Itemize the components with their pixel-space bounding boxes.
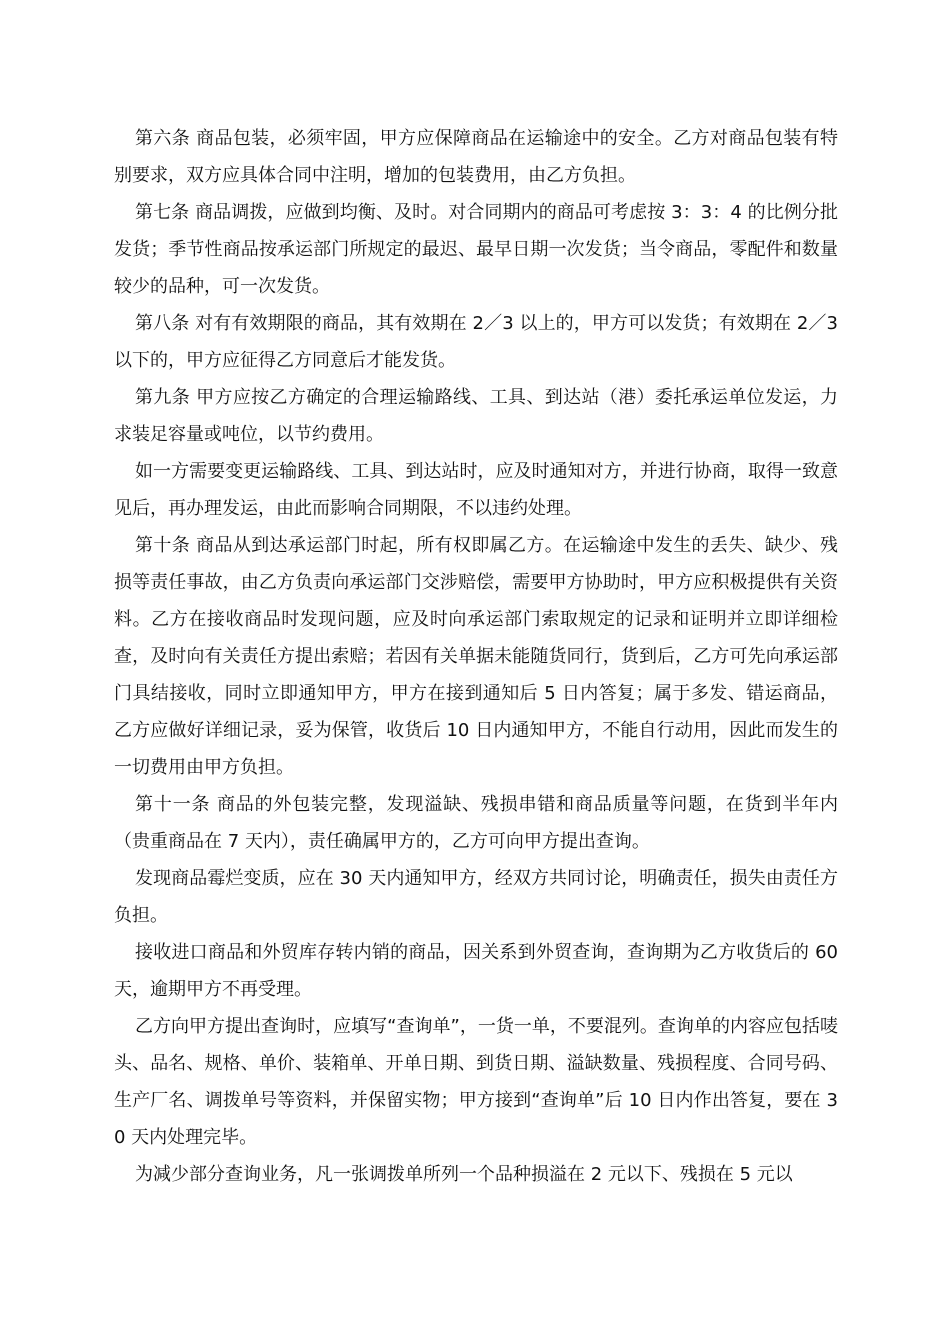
paragraph-article-9: 第九条 甲方应按乙方确定的合理运输路线、工具、到达站（港）委托承运单位发运，力求装足容量或吨位，以节约费用。 (114, 387, 838, 445)
paragraph-article-11-spoilage: 发现商品霉烂变质，应在 30 天内通知甲方，经双方共同讨论，明确责任，损失由责任方负担。 (114, 868, 838, 926)
paragraph-article-11: 第十一条 商品的外包装完整，发现溢缺、残损串错和商品质量等问题，在货到半年内（贵重商品在 7 天内），责任确属甲方的，乙方可向甲方提出查询。 (114, 794, 838, 852)
paragraph-article-11-query-form: 乙方向甲方提出查询时，应填写“查询单”，一货一单，不要混列。查询单的内容应包括唛头、品名、规格、单价、装箱单、开单日期、到货日期、溢缺数量、残损程度、合同号码、生产厂名、调拨单号等资料，并保留实物；甲方接到“查询单”后 10 日内作出答复，要在 30 天内处理完毕。 (114, 1016, 838, 1148)
paragraph-article-6: 第六条 商品包装，必须牢固，甲方应保障商品在运输途中的安全。乙方对商品包装有特别要求，双方应具体合同中注明，增加的包装费用，由乙方负担。 (114, 128, 838, 186)
paragraph-article-11-small-loss: 为减少部分查询业务，凡一张调拨单所列一个品种损溢在 2 元以下、残损在 5 元以 (135, 1164, 793, 1185)
paragraph-article-7: 第七条 商品调拨，应做到均衡、及时。对合同期内的商品可考虑按 3：3：4 的比例分批发货；季节性商品按承运部门所规定的最迟、最早日期一次发货；当令商品，零配件和数量较少的品种，可一次发货。 (114, 202, 838, 297)
paragraph-article-9-clause: 如一方需要变更运输路线、工具、到达站时，应及时通知对方，并进行协商，取得一致意见后，再办理发运，由此而影响合同期限，不以违约处理。 (114, 461, 838, 519)
paragraph-article-8: 第八条 对有有效期限的商品，其有效期在 2／3 以上的，甲方可以发货；有效期在 2／3 以下的，甲方应征得乙方同意后才能发货。 (114, 313, 838, 371)
paragraph-article-11-imports: 接收进口商品和外贸库存转内销的商品，因关系到外贸查询，查询期为乙方收货后的 60 天，逾期甲方不再受理。 (114, 942, 838, 1000)
paragraph-article-10: 第十条 商品从到达承运部门时起，所有权即属乙方。在运输途中发生的丢失、缺少、残损等责任事故，由乙方负责向承运部门交涉赔偿，需要甲方协助时，甲方应积极提供有关资料。乙方在接收商品时发现问题，应及时向承运部门索取规定的记录和证明并立即详细检查，及时向有关责任方提出索赔；若因有关单据未能随货同行，货到后，乙方可先向承运部门具结接收，同时立即通知甲方，甲方在接到通知后 5 日内答复；属于多发、错运商品，乙方应做好详细记录，妥为保管，收货后 10 日内通知甲方，不能自行动用，因此而发生的一切费用由甲方负担。 (114, 535, 838, 778)
document-body (114, 120, 838, 1193)
